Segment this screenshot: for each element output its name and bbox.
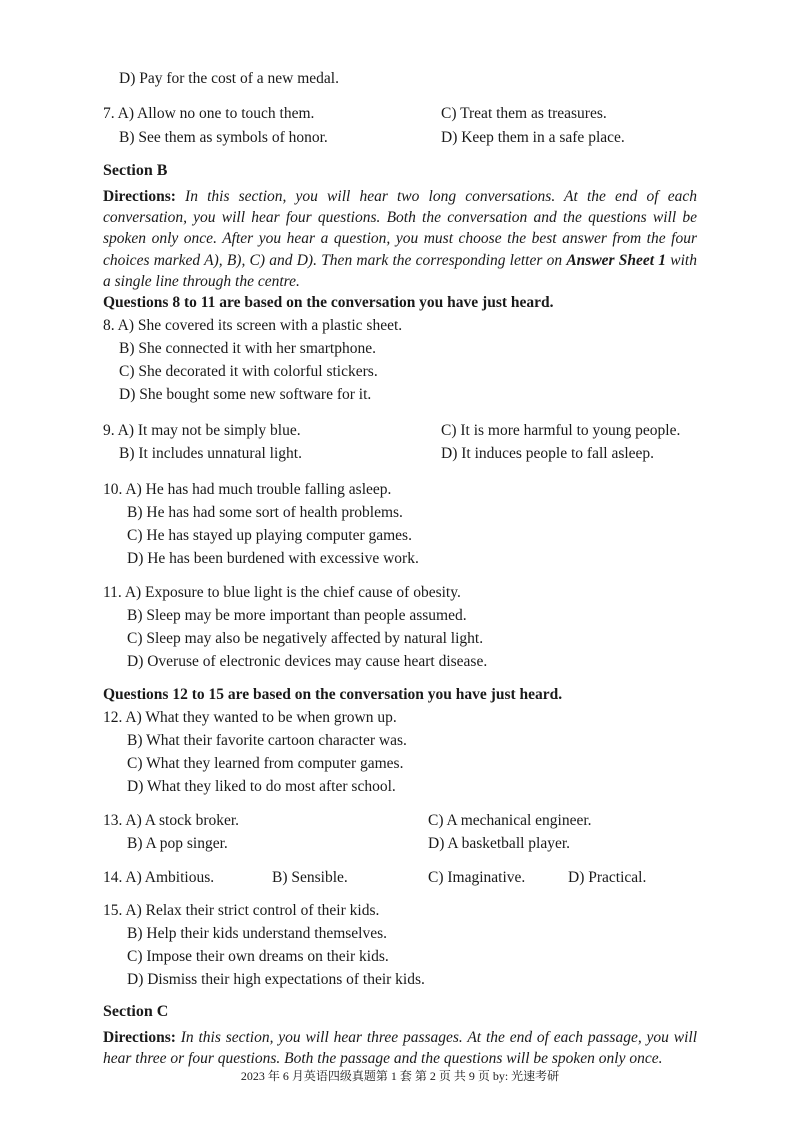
q11-option-c: C) Sleep may also be negatively affected by natural light. [127, 630, 484, 647]
q9-option-c: C) It is more harmful to young people. [441, 422, 681, 439]
q15-option-b: B) Help their kids understand themselves. [127, 925, 388, 942]
q9-option-b: B) It includes unnatural light. [119, 445, 302, 462]
q15-option-d: D) Dismiss their high expectations of their kids. [127, 971, 425, 988]
q13-option-b: B) A pop singer. [127, 835, 228, 852]
q12-option-d: D) What they liked to do most after school. [127, 778, 396, 795]
q7-option-a: 7. A) Allow no one to touch them. [103, 105, 315, 122]
directions-label-c: Directions: [103, 1029, 176, 1046]
page-footer: 2023 年 6 月英语四级真题第 1 套 第 2 页 共 9 页 by: 光速考研 [240, 1069, 560, 1083]
section-b-heading: Section B [103, 162, 168, 179]
section-c-directions [103, 1027, 697, 1069]
q8-option-c: C) She decorated it with colorful stickers. [119, 363, 378, 380]
q12-option-c: C) What they learned from computer games. [127, 755, 404, 772]
q12-option-b: B) What their favorite cartoon character was. [127, 732, 407, 749]
q12-option-a: 12. A) What they wanted to be when grown up. [103, 709, 397, 726]
q9-option-d: D) It induces people to fall asleep. [441, 445, 655, 462]
q13-option-a: 13. A) A stock broker. [103, 812, 240, 829]
section-c-heading: Section C [103, 1003, 169, 1020]
q8-option-b: B) She connected it with her smartphone. [119, 340, 376, 357]
q10-option-a: 10. A) He has had much trouble falling asleep. [103, 481, 392, 498]
section-b-directions [103, 186, 697, 292]
q10-option-d: D) He has been burdened with excessive work. [127, 550, 419, 567]
q14-option-d: D) Practical. [568, 869, 647, 886]
group-heading-8-11: Questions 8 to 11 are based on the conversation you have just heard. [103, 294, 554, 311]
q13-option-d: D) A basketball player. [428, 835, 571, 852]
q11-option-a: 11. A) Exposure to blue light is the chief cause of obesity. [103, 584, 461, 601]
q14-option-b: B) Sensible. [272, 869, 348, 886]
answer-sheet-ref: Answer Sheet 1 [566, 251, 667, 269]
directions-text-c: In this section, you will hear three passages. At the end of each passage, you will hear three or four questions. Both the passage and the questions will be spoken only once. [103, 1029, 697, 1068]
directions-label: Directions: [103, 188, 176, 205]
q10-option-b: B) He has had some sort of health problems. [127, 504, 403, 521]
q7-option-c: C) Treat them as treasures. [441, 105, 607, 122]
q7-option-d: D) Keep them in a safe place. [441, 129, 625, 146]
q8-option-a: 8. A) She covered its screen with a plastic sheet. [103, 317, 403, 334]
q6-option-d: D) Pay for the cost of a new medal. [119, 70, 339, 87]
q7-option-b: B) See them as symbols of honor. [119, 129, 328, 146]
group-heading-12-15: Questions 12 to 15 are based on the conversation you have just heard. [103, 686, 563, 703]
q15-option-a: 15. A) Relax their strict control of their kids. [103, 902, 380, 919]
q13-option-c: C) A mechanical engineer. [428, 812, 592, 829]
q14-option-a: 14. A) Ambitious. [103, 869, 215, 886]
q15-option-c: C) Impose their own dreams on their kids. [127, 948, 389, 965]
directions-text-end: with a single line through the centre. [103, 251, 697, 290]
q10-option-c: C) He has stayed up playing computer games. [127, 527, 412, 544]
q11-option-b: B) Sleep may be more important than people assumed. [127, 607, 467, 624]
q11-option-d: D) Overuse of electronic devices may cause heart disease. [127, 653, 488, 670]
directions-text: In this section, you will hear two long conversations. At the end of each conversation, you will hear four questions. Both the conversation and the questions will be spoken only once. After you hear a question, you must choose the best answer from the four choices marked A), B), C) and D). Then mark the corresponding letter on [103, 188, 697, 269]
q9-option-a: 9. A) It may not be simply blue. [103, 422, 301, 439]
q8-option-d: D) She bought some new software for it. [119, 386, 372, 403]
q14-option-c: C) Imaginative. [428, 869, 526, 886]
